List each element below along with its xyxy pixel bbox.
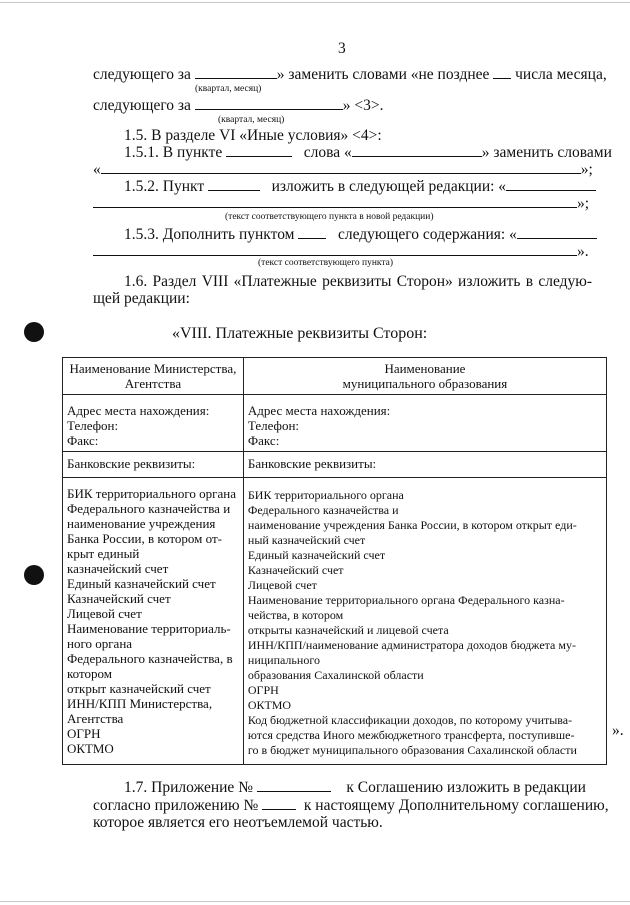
blank-field	[195, 65, 277, 79]
hint-label: (квартал, месяц)	[195, 84, 262, 94]
cell-text: открыт казначейский счет	[67, 681, 211, 696]
text-fragment: »;	[577, 195, 590, 212]
cell-text: ИНН/КПП Министерства,	[67, 696, 213, 711]
cell-text: Федерального казначейства и	[67, 501, 231, 516]
blank-field	[517, 225, 597, 239]
header-text: муниципального образования	[342, 376, 508, 391]
section-1-7-line3: которое является его неотъемлемой частью.	[93, 814, 383, 831]
cell-text: БИК территориального органа	[247, 488, 404, 502]
text-fragment: слова «	[303, 144, 352, 161]
hint-label: (текст соответствующего пункта в новой редакции)	[225, 212, 434, 222]
cell-text: Федерального казначейства и	[247, 503, 399, 517]
cell-text: Наименование территориального органа Федерального казна-	[247, 593, 565, 607]
section-title: «VIII. Платежные реквизиты Сторон:	[172, 325, 428, 342]
cell-text: ОКТМО	[67, 741, 114, 756]
text-fragment: 1.5.3. Дополнить пунктом	[124, 226, 295, 243]
cell-text: Единый казначейский счет	[247, 548, 386, 562]
table-row-address	[63, 395, 607, 452]
cell-text: БИК территориального органа	[67, 486, 236, 501]
right-details-cell	[243, 478, 606, 765]
cell-text: котором	[67, 666, 112, 681]
cell-text: казначейский счет	[67, 561, 169, 576]
text-fragment: » заменить словами	[481, 144, 612, 161]
left-bank-cell: Банковские реквизиты:	[63, 452, 244, 478]
cell-text: Казначейский счет	[67, 591, 171, 606]
blank-field	[226, 143, 292, 157]
table-row-details	[63, 478, 607, 765]
blank-field	[195, 96, 343, 110]
text-fragment: числа месяца,	[515, 66, 607, 83]
cell-text: ный казначейский счет	[247, 533, 366, 547]
cell-text: Код бюджетной классификации доходов, по которому учитыва-	[247, 713, 573, 727]
cell-text: Факс:	[247, 433, 280, 448]
left-header-cell	[63, 358, 244, 395]
cell-text: Лицевой счет	[247, 578, 317, 592]
cell-text: наименование учреждения	[67, 516, 216, 531]
blank-field	[93, 194, 577, 208]
left-details-cell	[63, 478, 244, 765]
text-fragment: » <3>.	[342, 97, 384, 114]
cell-text: крыт единый	[67, 546, 140, 561]
section-1-7-line2	[93, 796, 609, 815]
cell-text: ОГРН	[67, 726, 101, 741]
text-fragment: «	[93, 161, 101, 178]
blank-field	[493, 65, 511, 79]
section-1-5: 1.5. В разделе VI «Иные условия» <4>:	[124, 127, 382, 144]
text-fragment: следующего за	[93, 66, 191, 83]
text-fragment: » заменить словами «не позднее	[276, 66, 490, 83]
cell-text: чейства, в котором	[247, 608, 344, 622]
text-fragment: следующего содержания: «	[337, 226, 517, 243]
text-fragment: 1.5.2. Пункт	[124, 178, 205, 195]
text-fragment: 1.7. Приложение №	[124, 779, 253, 796]
text-fragment: следующего за	[93, 97, 191, 114]
cell-text: Наименование территориаль-	[67, 621, 231, 636]
requisites-table	[62, 357, 607, 765]
section-1-6-line2: щей редакции:	[93, 290, 190, 307]
table-closing-quote: ».	[612, 722, 624, 739]
text-fragment: ».	[577, 243, 589, 260]
right-address-cell	[243, 395, 606, 452]
blank-field	[93, 242, 577, 256]
blank-field	[257, 778, 331, 792]
text-fragment: согласно приложению №	[93, 797, 259, 814]
hint-label: (квартал, месяц)	[218, 115, 285, 125]
text-fragment: к Соглашению изложить в редакции	[346, 779, 586, 796]
text-fragment: к настоящему Дополнительному соглашению,	[303, 797, 609, 814]
blank-field	[352, 143, 482, 157]
text-line-1	[93, 65, 607, 84]
cell-text: образования Сахалинской области	[247, 668, 424, 682]
scan-edge-bottom	[0, 901, 630, 902]
cell-text: Адрес места нахождения:	[247, 403, 391, 418]
cell-text: ются средства Иного межбюджетного трансферта, поступивше-	[247, 728, 575, 742]
table-header-row	[63, 358, 607, 395]
punch-hole-mark	[24, 565, 44, 585]
cell-text: Адрес места нахождения:	[67, 403, 210, 418]
blank-field	[208, 177, 260, 191]
cell-text: Банка России, в котором от-	[67, 531, 222, 546]
scan-edge-top	[0, 2, 630, 3]
page-number: 3	[338, 40, 346, 57]
cell-text: Лицевой счет	[67, 606, 142, 621]
left-address-cell	[63, 395, 244, 452]
header-text: Агентства	[124, 376, 182, 391]
text-fragment: »;	[580, 161, 593, 178]
blank-field	[298, 225, 326, 239]
blank-field	[262, 796, 296, 810]
text-fragment: изложить в следующей редакции: «	[271, 178, 507, 195]
header-text: Наименование Министерства,	[69, 361, 237, 376]
cell-text: наименование учреждения Банка России, в котором открыт еди-	[247, 518, 577, 532]
cell-text: Телефон:	[247, 418, 300, 433]
right-bank-cell: Банковские реквизиты:	[243, 452, 606, 478]
text-fragment: 1.5.1. В пункте	[124, 144, 223, 161]
right-header-cell	[243, 358, 606, 395]
cell-text: Казначейский счет	[247, 563, 344, 577]
cell-text: Агентства	[67, 711, 124, 726]
cell-text: ного органа	[67, 636, 133, 651]
text-line-2	[93, 96, 384, 115]
cell-text: Факс:	[67, 433, 99, 448]
section-1-5-2-cont	[93, 194, 589, 213]
cell-text: ОГРН	[247, 683, 279, 697]
cell-text: открыты казначейский и лицевой счета	[247, 623, 449, 637]
section-1-7-line1	[124, 778, 586, 797]
hint-label: (текст соответствующего пункта)	[258, 258, 394, 268]
section-1-6-line1: 1.6. Раздел VIII «Платежные реквизиты Сторон» изложить в следую-	[124, 273, 592, 290]
cell-text: ОКТМО	[247, 698, 292, 712]
table-row-bank	[63, 452, 607, 478]
blank-field	[101, 160, 581, 174]
blank-field	[506, 177, 596, 191]
cell-text: го в бюджет муниципального образования Сахалинской области	[247, 743, 577, 757]
cell-text: ниципального	[247, 653, 320, 667]
punch-hole-mark	[24, 322, 44, 342]
cell-text: ИНН/КПП/наименование администратора доходов бюджета му-	[247, 638, 576, 652]
cell-text: Телефон:	[67, 418, 119, 433]
cell-text: Единый казначейский счет	[67, 576, 216, 591]
header-text: Наименование	[384, 361, 466, 376]
cell-text: Федерального казначейства, в	[67, 651, 233, 666]
